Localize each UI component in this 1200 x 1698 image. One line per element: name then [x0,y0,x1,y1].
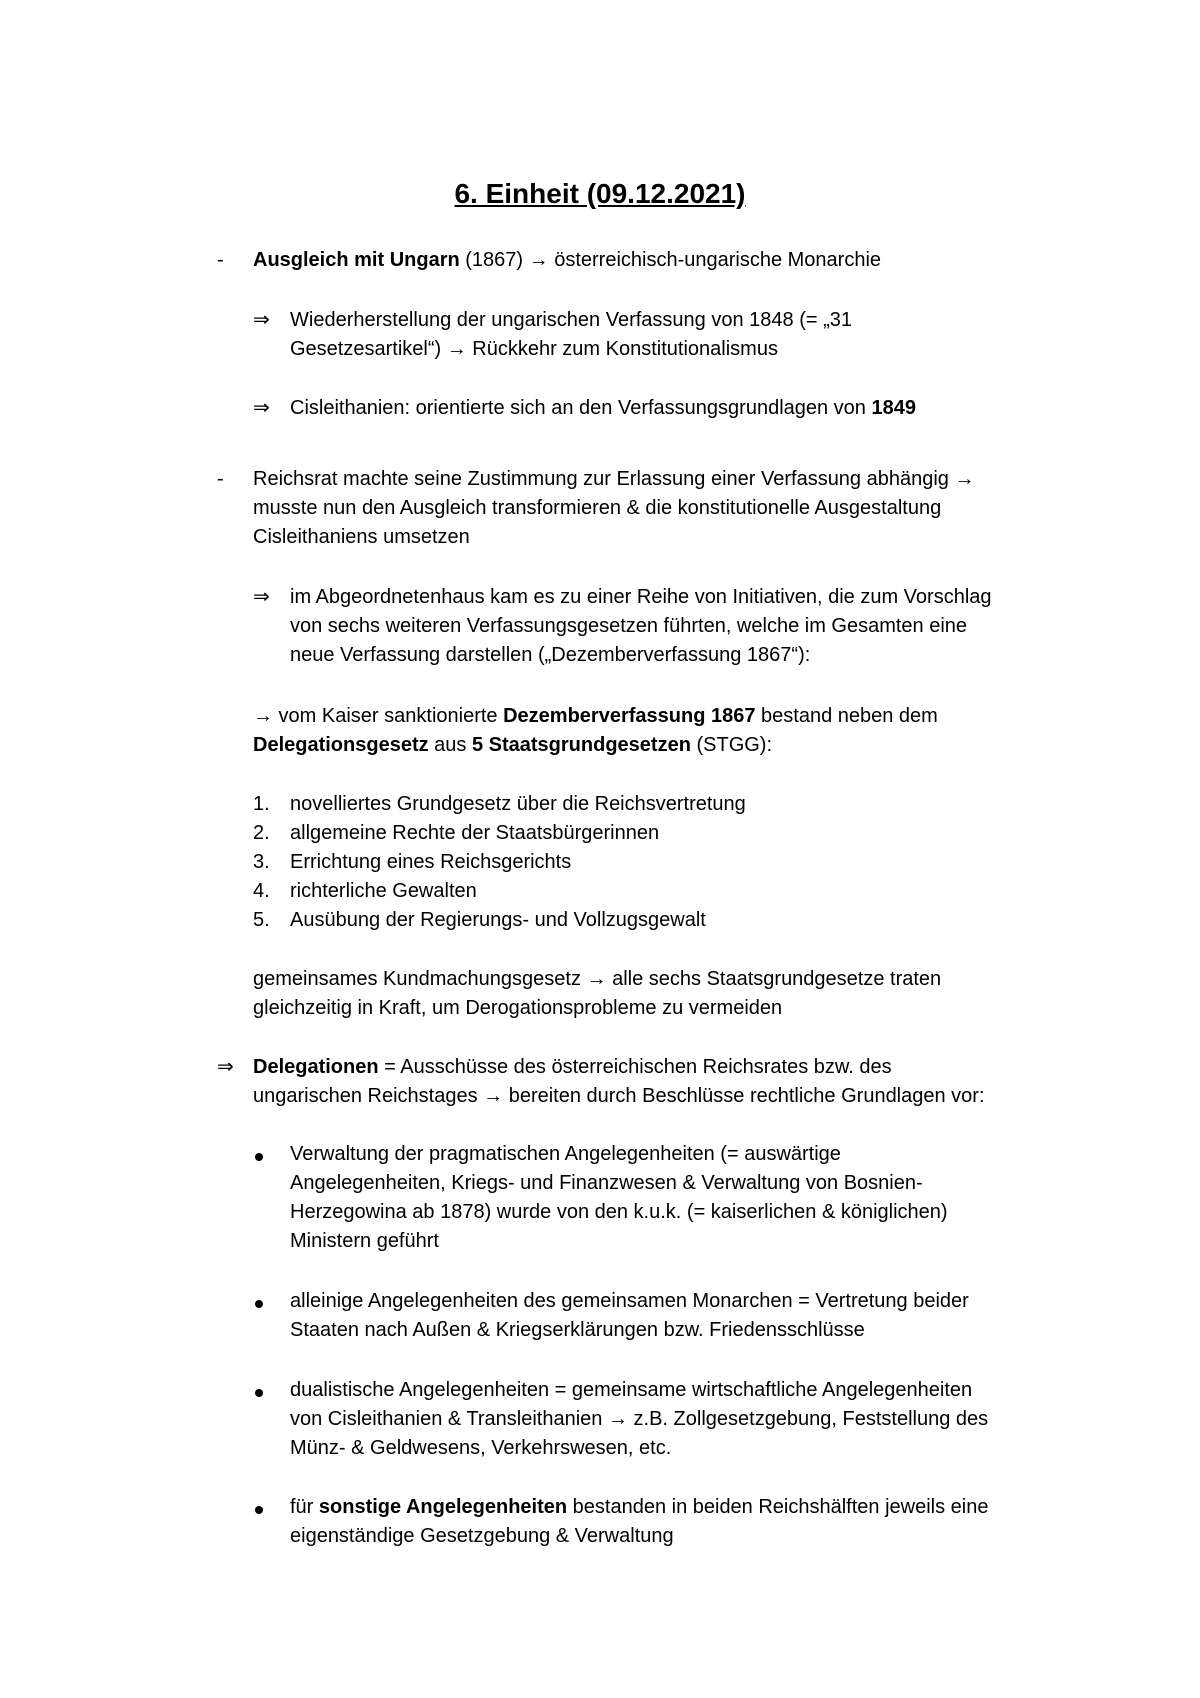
dash-marker: - [217,468,224,490]
delegationen-term: Delegationen [253,1056,379,1078]
bullet-item: dualistische Angelegenheiten = gemeinsame wirtschaftliche Angelegenheiten von Cisleithanien & Transleithanien → z.B. Zollgesetzgebung, Feststellung des Münz- & Geldwesens, Verkehrswesen, etc. [290,1379,989,1459]
section2-note: → vom Kaiser sanktionierte Dezemberverfassung 1867 bestand neben dem Delegationsgesetz aus 5 Staatsgrundgesetzen (STGG): [253,705,938,756]
page-title: 6. Einheit (09.12.2021) [454,178,746,209]
section1-sub1 [290,306,852,364]
section1-sub1-line1: Wiederherstellung der ungarischen Verfassung von 1848 (= „31 [290,309,853,331]
section1-heading-bold: Ausgleich mit Ungarn [253,249,460,271]
bullet-icon [255,1389,263,1397]
section1-heading-after: österreichisch-ungarische Monarchie [548,249,882,271]
arrow-icon: → [607,1408,628,1430]
arrow-icon: → [446,338,467,360]
bullet-icon [255,1506,263,1514]
section3-paragraph: Delegationen = Ausschüsse des österreichischen Reichsrates bzw. des ungarischen Reichstages → bereiten durch Beschlüsse rechtliche Grundlagen vor: [253,1056,985,1107]
arrow-icon: → [483,1085,504,1107]
bullet-item: alleinige Angelegenheiten des gemeinsamen Monarchen = Vertretung beider Staaten nach Außen & Kriegserklärungen bzw. Friedensschlüsse [290,1290,969,1341]
arrow-icon: → [528,249,549,271]
dash-marker: - [217,249,224,271]
bullet-item: Verwaltung der pragmatischen Angelegenheiten (= auswärtige Angelegenheiten, Kriegs- und Finanzwesen & Verwaltung von Bosnien- Herzegowina ab 1878) wurde von den k.u.k. (= kaiserlichen & königlichen) Ministern geführt [290,1143,948,1252]
list-item: 5. [253,909,270,931]
implies-marker: ⇒ [253,309,270,331]
implies-marker: ⇒ [253,397,270,419]
list-item-text: novelliertes Grundgesetz über die Reichsvertretung [290,793,746,815]
list-item-text: richterliche Gewalten [290,880,477,902]
implies-marker: ⇒ [217,1056,234,1078]
list-item-text: Ausübung der Regierungs- und Vollzugsgewalt [290,909,706,931]
list-item: 4. [253,880,270,902]
arrow-icon: → [586,968,607,990]
implies-marker: ⇒ [253,586,270,608]
year-1849: 1849 [871,397,916,419]
bullet-item: für sonstige Angelegenheiten bestanden in beiden Reichshälften jeweils eine eigenständige Gesetzgebung & Verwaltung [290,1496,989,1547]
list-item: 3. [253,851,270,873]
section1-sub2: Cisleithanien: orientierte sich an den Verfassungsgrundlagen von 1849 [290,397,916,419]
section2-sub: im Abgeordnetenhaus kam es zu einer Reihe von Initiativen, die zum Vorschlag von sechs weiteren Verfassungsgesetzen führten, welche im Gesamten eine neue Verfassung darstellen („Dezemberverfassung 1867“): [290,586,992,666]
section1-heading-rest: (1867) [459,249,529,271]
list-item: 1. [253,793,270,815]
bullet-icon [255,1153,263,1161]
bullet-icon [255,1300,263,1308]
arrow-icon: → [954,468,975,490]
list-item-text: allgemeine Rechte der Staatsbürgerinnen [290,822,660,844]
list-item: 2. [253,822,270,844]
section1-heading [253,246,881,275]
section1-sub1-line2: Gesetzesartikel“) → Rückkehr zum Konstitutionalismus [290,338,778,360]
arrow-icon: → [253,705,273,727]
list-item-text: Errichtung eines Reichsgerichts [290,851,572,873]
section2-paragraph: Reichsrat machte seine Zustimmung zur Erlassung einer Verfassung abhängig → musste nun den Ausgleich transformieren & die konstitutionelle Ausgestaltung Cisleithaniens umsetzen [253,468,975,548]
kundmachung-paragraph: gemeinsames Kundmachungsgesetz → alle sechs Staatsgrundgesetze traten gleichzeitig in Kraft, um Derogationsprobleme zu vermeiden [253,968,942,1019]
